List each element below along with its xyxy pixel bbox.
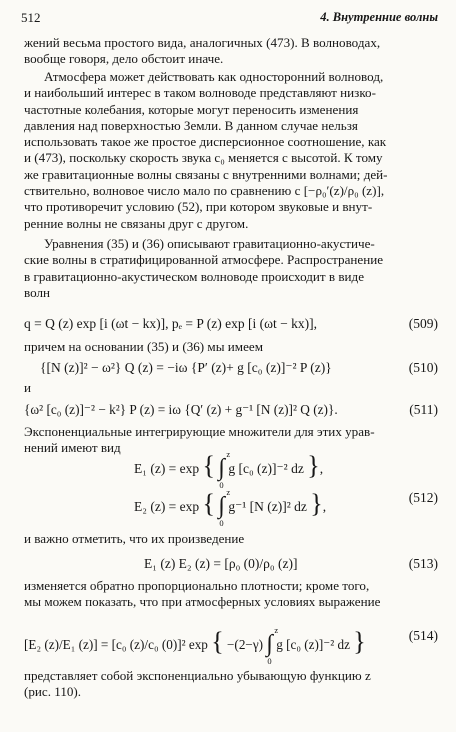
text-line: Атмосфера может действовать как односторонний волновод,: [44, 69, 384, 84]
equation-511: {ω² [c₀ (z)]⁻² − k²} P (z) = iω {Q′ (z) + g⁻¹ [N (z)]² Q (z)}.: [24, 402, 338, 417]
text-line: давления над поверхностью Земли. В данном случае нельзя: [24, 117, 358, 133]
equation-509: q = Q (z) exp [i (ωt − kx)], pₑ = P (z) exp [i (ωt − kx)],: [24, 316, 317, 331]
text-line: что противоречит условию (52), при котором звуковые и внут-: [24, 199, 373, 215]
text-line: (рис. 110).: [24, 684, 82, 700]
running-header: 4. Внутренние волны: [320, 10, 438, 24]
page-number: 512: [21, 10, 41, 25]
equation-510: {[N (z)]² − ω²} Q (z) = −iω {P′ (z)+ g [c₀ (z)]⁻² P (z)}: [40, 360, 332, 375]
text-line: ствительно, волновое число мало по сравнению с [−ρ₀′(z)/ρ₀ (z)],: [24, 183, 385, 199]
right-brace: }: [307, 451, 320, 480]
left-brace: {: [211, 627, 224, 656]
text-line: жений весьма простого вида, аналогичных (473). В волноводах,: [24, 35, 381, 50]
paragraph-1: [24, 35, 438, 68]
equation-number-513: (513): [408, 556, 438, 571]
text-line: причем на основании (35) и (36) мы имеем: [24, 339, 263, 354]
text-line: и (473), поскольку скорость звука c₀ меняется с высотой. К тому: [24, 150, 383, 166]
integral-sign: ∫ z 0: [218, 448, 231, 491]
integrand: g [c₀ (z)]⁻² dz: [228, 461, 304, 476]
text-line: использовать такое же простое дисперсионное соотношение, как: [24, 134, 387, 150]
integral-upper-limit: z: [226, 486, 231, 497]
text-line: Экспоненциальные интегрирующие множители для этих урав-: [24, 424, 375, 439]
text-line: же гравитационные волны связаны с внутренними волнами; дей-: [24, 166, 388, 182]
integrand: g⁻¹ [N (z)]² dz: [228, 499, 307, 514]
text-line: в гравитационно-акустическом волноводе происходит в виде: [24, 268, 365, 284]
text-line: и наибольший интерес в таком волноводе представляют низко-: [24, 85, 376, 101]
equation-514: [24, 620, 366, 667]
integral-upper-limit: z: [226, 448, 231, 459]
integral-lower-limit: 0: [219, 518, 224, 529]
integral-lower-limit: 0: [267, 656, 272, 667]
left-brace: {: [202, 451, 216, 480]
equation-lhs: E₁ (z) = exp: [134, 461, 200, 476]
text-line: волн: [24, 284, 51, 300]
equation-number-514: (514): [408, 628, 438, 643]
text-line: ренние волны не связаны друг с другом.: [24, 215, 249, 231]
equation-lhs: E₂ (z) = exp: [134, 499, 200, 514]
paragraph-5: [24, 578, 438, 611]
left-brace: {: [202, 489, 216, 518]
integral-lower-limit: 0: [219, 480, 224, 491]
equation-number-509: (509): [408, 316, 438, 331]
equation-number-510: (510): [408, 360, 438, 375]
text-line: Уравнения (35) и (36) описывают гравитационно-акустиче-: [44, 236, 375, 251]
text-line: частотные колебания, которые могут переносить изменения: [24, 101, 359, 117]
paragraph-3: [24, 236, 438, 301]
text-line: и важно отметить, что их произведение: [24, 531, 245, 546]
right-brace: }: [310, 489, 323, 518]
equation-lhs: [E₂ (z)/E₁ (z)] = [c₀ (z)/c₀ (0)]² exp: [24, 637, 208, 652]
right-brace: }: [353, 627, 366, 656]
equation-number-512: (512): [408, 490, 438, 505]
text-line: представляет собой экспоненциально убывающую функцию z: [24, 668, 371, 683]
equation-512b: E₂ (z) = exp { ∫ z 0 g⁻¹ [N (z)]² dz },: [134, 486, 327, 529]
text-line: и: [24, 380, 32, 395]
equation-513: E₁ (z) E₂ (z) = [ρ₀ (0)/ρ₀ (z)]: [144, 556, 298, 571]
integral-sign: ∫ z 0: [218, 486, 231, 529]
equation-middle: −(2−γ): [226, 637, 264, 652]
text-line: мы можем показать, что при атмосферных условиях выражение: [24, 594, 381, 610]
paragraph-2: [24, 69, 438, 232]
text-line: ские волны в стратифицированной атмосфере. Распространение: [24, 252, 384, 268]
equation-512a: E₁ (z) = exp { ∫ z 0 g [c₀ (z)]⁻² dz },: [134, 448, 324, 491]
equation-number-511: (511): [409, 402, 438, 417]
text-line: нений имеют вид: [24, 440, 121, 456]
text-line: изменяется обратно пропорционально плотности; кроме того,: [24, 578, 370, 593]
integral-sign: ∫ z 0: [266, 624, 279, 667]
integral-upper-limit: z: [274, 624, 279, 635]
integrand: g [c₀ (z)]⁻² dz: [276, 637, 350, 652]
paragraph-6: [24, 668, 438, 701]
text-line: вообще говоря, дело обстоит иначе.: [24, 51, 224, 67]
